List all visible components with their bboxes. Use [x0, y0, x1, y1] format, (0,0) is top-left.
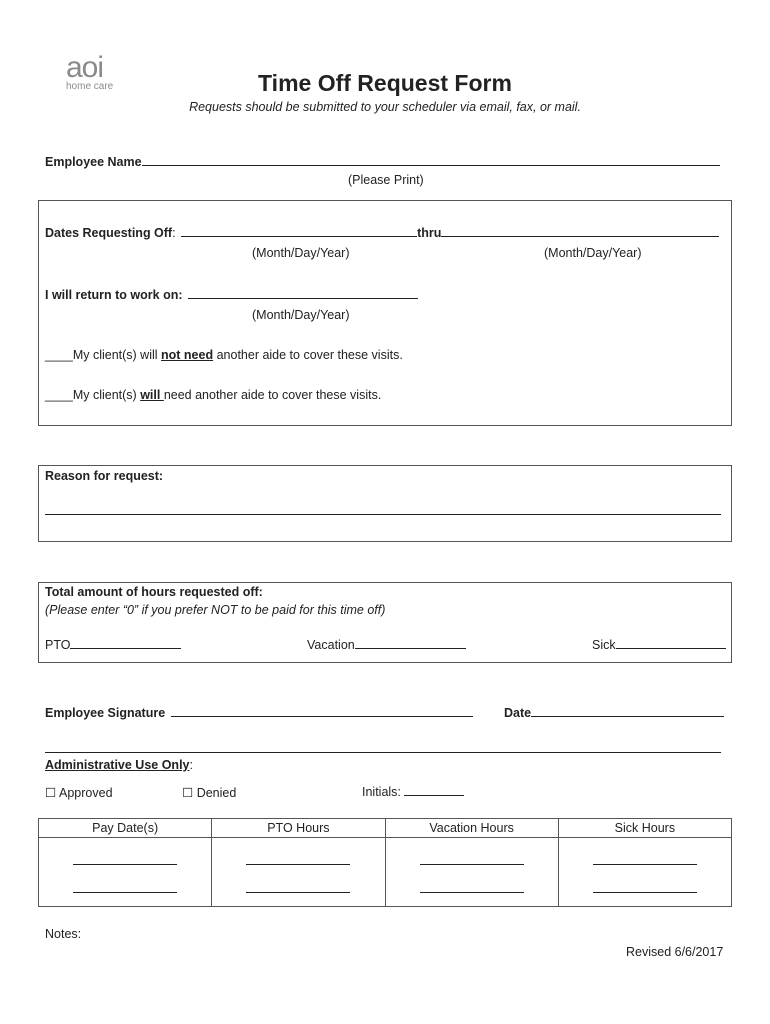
form-subtitle: Requests should be submitted to your scheduler via email, fax, or mail. [189, 100, 581, 114]
col-sick-hours: Sick Hours [558, 819, 731, 838]
vacation-hours-field-2[interactable] [420, 892, 524, 893]
sick-hours-field-1[interactable] [593, 864, 697, 865]
option-not-need-emph: not need [161, 348, 214, 362]
approved-label: Approved [59, 786, 113, 800]
option-not-need-text-c: another aide to cover these visits. [213, 348, 403, 362]
dates-row [45, 226, 719, 240]
notes-label: Notes: [45, 927, 82, 941]
pay-date-field-1[interactable] [73, 864, 177, 865]
hours-note: (Please enter “0” if you prefer NOT to be paid for this time off) [45, 603, 386, 617]
vacation-hours-cell [385, 838, 558, 907]
vacation-label: Vacation [307, 638, 355, 652]
signature-field[interactable] [171, 715, 473, 717]
option-will-need-blank[interactable]: ____ [45, 388, 73, 402]
logo-word: aoi [66, 51, 104, 84]
sick-hours-cell [558, 838, 731, 907]
dates-label: Dates Requesting Off [45, 226, 173, 240]
form-title: Time Off Request Form [258, 70, 512, 96]
pto-hours-field-2[interactable] [246, 892, 350, 893]
signature-date-row [504, 706, 724, 720]
pto-hours-field-1[interactable] [246, 864, 350, 865]
admin-divider [45, 752, 721, 753]
dates-start-format: (Month/Day/Year) [252, 246, 350, 260]
sick-hours-field-2[interactable] [593, 892, 697, 893]
admin-label: Administrative Use Only [45, 758, 190, 772]
sick-row [592, 638, 726, 652]
vacation-field[interactable] [355, 647, 466, 649]
dates-colon: : [172, 226, 176, 240]
employee-name-label: Employee Name [45, 155, 142, 169]
denied-option[interactable] [182, 785, 236, 800]
reason-label: Reason for request: [45, 469, 164, 483]
option-not-need-text-a: My client(s) will [72, 348, 162, 362]
approved-checkbox[interactable]: ☐ [45, 786, 57, 800]
admin-colon: : [189, 758, 193, 772]
sick-label: Sick [592, 638, 616, 652]
pto-row [45, 638, 181, 652]
hours-label: Total amount of hours requested off: [45, 585, 263, 599]
return-row [45, 288, 418, 302]
vacation-row [307, 638, 466, 652]
pto-field[interactable] [70, 647, 181, 649]
table-row [39, 838, 732, 907]
option-not-need-blank[interactable]: ____ [45, 348, 73, 362]
employee-name-note: (Please Print) [348, 173, 424, 187]
return-date-field[interactable] [188, 297, 418, 299]
option-will-need-text-a: My client(s) [72, 388, 141, 402]
option-will-need-emph: will [140, 388, 164, 402]
revised-date: Revised 6/6/2017 [626, 945, 724, 959]
initials-row [362, 785, 464, 799]
dates-end-field[interactable] [441, 235, 719, 237]
option-will-need-text-c: need another aide to cover these visits. [163, 388, 382, 402]
col-vacation-hours: Vacation Hours [385, 819, 558, 838]
employee-name-row [45, 155, 720, 169]
approved-option[interactable] [45, 785, 113, 800]
col-pay-dates: Pay Date(s) [39, 819, 212, 838]
signature-row [45, 706, 473, 720]
pay-date-field-2[interactable] [73, 892, 177, 893]
pto-label: PTO [45, 638, 71, 652]
signature-date-label: Date [504, 706, 532, 720]
denied-checkbox[interactable]: ☐ [182, 786, 194, 800]
signature-label: Employee Signature [45, 706, 166, 720]
initials-field[interactable] [404, 794, 464, 796]
employee-name-field[interactable] [142, 164, 720, 166]
dates-thru-label: thru [417, 226, 442, 240]
sick-field[interactable] [616, 647, 726, 649]
pay-dates-cell [39, 838, 212, 907]
return-date-format: (Month/Day/Year) [252, 308, 350, 322]
return-label: I will return to work on: [45, 288, 183, 302]
option-not-need[interactable] [45, 348, 403, 362]
dates-end-format: (Month/Day/Year) [544, 246, 642, 260]
dates-start-field[interactable] [181, 235, 417, 237]
vacation-hours-field-1[interactable] [420, 864, 524, 865]
signature-date-field[interactable] [531, 715, 724, 717]
col-pto-hours: PTO Hours [212, 819, 385, 838]
reason-field[interactable] [45, 514, 721, 515]
denied-label: Denied [196, 786, 237, 800]
admin-heading [45, 758, 193, 772]
option-will-need[interactable] [45, 388, 381, 402]
initials-label: Initials: [362, 785, 401, 799]
pto-hours-cell [212, 838, 385, 907]
admin-table [38, 818, 732, 907]
logo-subtitle: home care [66, 81, 114, 92]
